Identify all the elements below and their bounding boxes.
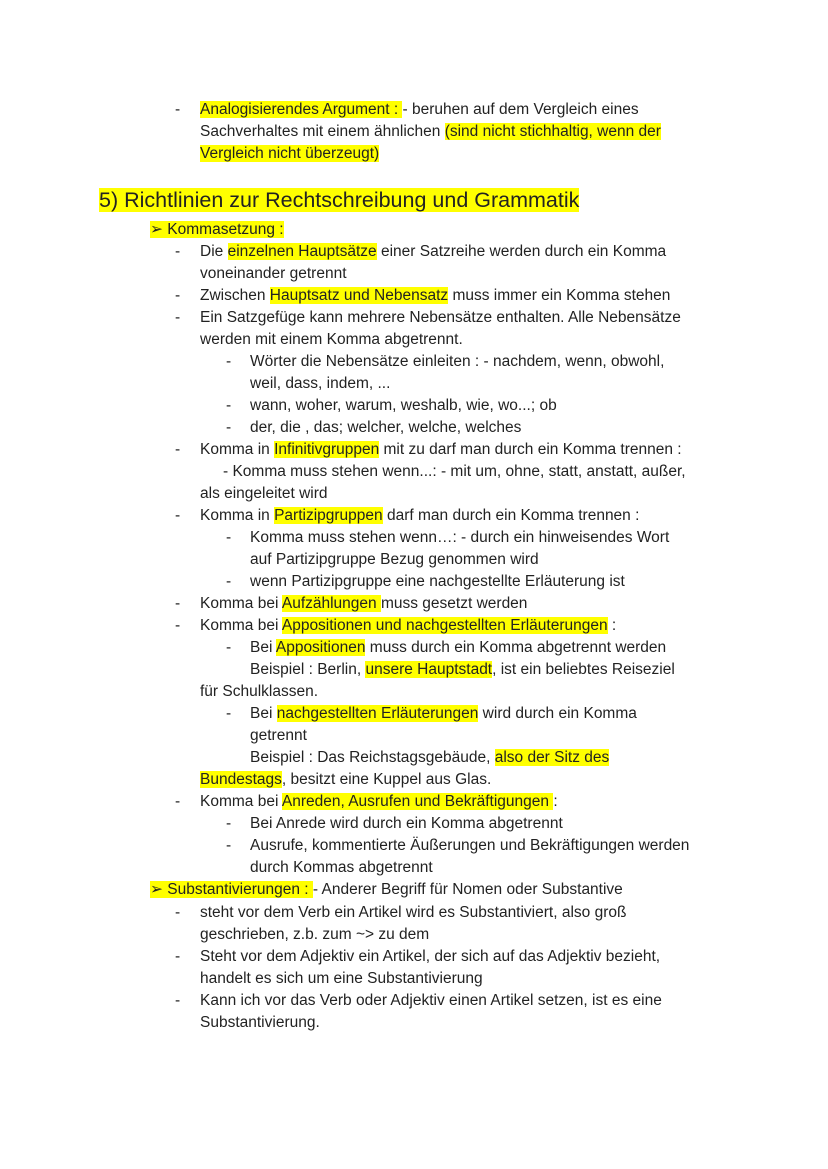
text-segment: Komma bei bbox=[200, 617, 282, 634]
text-segment: Beispiel : Berlin, bbox=[250, 661, 366, 678]
text-segment: darf man durch ein Komma trennen : bbox=[382, 507, 640, 524]
text-line: geschrieben, z.b. zum ~> zu dem bbox=[200, 926, 430, 943]
bullet-dash: - bbox=[175, 595, 181, 612]
text-line bbox=[200, 99, 639, 121]
highlighted-term: also der Sitz des bbox=[494, 749, 610, 766]
text-segment: muss durch ein Komma abgetrennt werden bbox=[365, 639, 667, 656]
highlighted-term: nachgestellten Erläuterungen bbox=[276, 705, 479, 722]
bullet-dash: - bbox=[226, 529, 232, 546]
text-line: - Komma muss stehen wenn...: - mit um, ohne, statt, anstatt, außer, bbox=[223, 463, 686, 480]
text-segment: Komma in bbox=[200, 441, 275, 458]
highlighted-term: Aufzählungen bbox=[281, 595, 381, 612]
bullet-dash: - bbox=[175, 287, 181, 304]
bullet-dash: - bbox=[226, 815, 232, 832]
text-line bbox=[200, 285, 670, 307]
text-line: Kann ich vor das Verb oder Adjektiv einen Artikel setzen, ist es eine bbox=[200, 992, 662, 1009]
text-segment: : bbox=[607, 617, 617, 634]
text-line bbox=[250, 637, 666, 659]
text-line bbox=[200, 241, 666, 263]
bullet-dash: - bbox=[175, 793, 181, 810]
text-segment: muss immer ein Komma stehen bbox=[448, 287, 671, 304]
highlighted-term: ➢ Substantivierungen : bbox=[150, 881, 313, 898]
text-segment: Komma bei bbox=[200, 793, 282, 810]
text-line: werden mit einem Komma abgetrennt. bbox=[200, 331, 463, 348]
text-line: Komma muss stehen wenn…: - durch ein hinweisendes Wort bbox=[250, 529, 670, 546]
subsection-title-substantivierungen bbox=[150, 879, 623, 901]
bullet-dash: - bbox=[175, 507, 181, 524]
text-line: handelt es sich um eine Substantivierung bbox=[200, 970, 483, 987]
text-line bbox=[250, 747, 609, 769]
highlighted-term: Vergleich nicht überzeugt) bbox=[200, 145, 380, 162]
text-line: Substantivierung. bbox=[200, 1014, 320, 1031]
text-segment: Bei bbox=[250, 639, 276, 656]
text-line: der, die , das; welcher, welche, welches bbox=[250, 419, 522, 436]
text-line bbox=[200, 769, 491, 791]
text-segment: einer Satzreihe werden durch ein Komma bbox=[376, 243, 667, 260]
text-line: als eingeleitet wird bbox=[200, 485, 328, 502]
text-line: Wörter die Nebensätze einleiten : - nachdem, wenn, obwohl, bbox=[250, 353, 665, 370]
highlighted-term: unsere Hauptstadt bbox=[365, 661, 493, 678]
text-segment: Komma in bbox=[200, 507, 275, 524]
text-line: durch Kommas abgetrennt bbox=[250, 859, 433, 876]
text-segment: Bei bbox=[250, 705, 277, 722]
highlighted-term: (sind nicht stichhaltig, wenn der bbox=[444, 123, 661, 140]
text-line bbox=[250, 659, 675, 681]
highlighted-term: Appositionen und nachgestellten Erläuterungen bbox=[281, 617, 608, 634]
text-line: Steht vor dem Adjektiv ein Artikel, der sich auf das Adjektiv bezieht, bbox=[200, 948, 661, 965]
bullet-dash: - bbox=[175, 309, 181, 326]
text-segment: Komma bei bbox=[200, 595, 282, 612]
text-line: getrennt bbox=[250, 727, 307, 744]
bullet-dash: - bbox=[175, 617, 181, 634]
text-segment: - Anderer Begriff für Nomen oder Substantive bbox=[312, 881, 623, 898]
text-line bbox=[200, 121, 661, 143]
highlighted-term: Appositionen bbox=[275, 639, 366, 656]
bullet-dash: - bbox=[175, 904, 181, 921]
text-segment: : bbox=[553, 793, 558, 810]
text-line: Ausrufe, kommentierte Äußerungen und Bekräftigungen werden bbox=[250, 837, 690, 854]
text-line bbox=[200, 615, 616, 637]
bullet-dash: - bbox=[226, 639, 232, 656]
text-line: auf Partizipgruppe Bezug genommen wird bbox=[250, 551, 539, 568]
highlighted-term: Anreden, Ausrufen und Bekräftigungen bbox=[281, 793, 554, 810]
heading-text: 5) Richtlinien zur Rechtschreibung und Grammatik bbox=[99, 188, 580, 212]
highlighted-term: Infinitivgruppen bbox=[274, 441, 380, 458]
text-line: voneinander getrennt bbox=[200, 265, 347, 282]
text-line bbox=[250, 703, 637, 725]
text-segment: Zwischen bbox=[200, 287, 270, 304]
text-segment: , ist ein beliebtes Reiseziel bbox=[492, 661, 675, 678]
bullet-dash: - bbox=[175, 243, 181, 260]
text-segment: , besitzt eine Kuppel aus Glas. bbox=[281, 771, 492, 788]
text-line: steht vor dem Verb ein Artikel wird es Substantiviert, also groß bbox=[200, 904, 627, 921]
bullet-dash: - bbox=[226, 573, 232, 590]
bullet-dash: - bbox=[175, 101, 181, 118]
text-segment: wird durch ein Komma bbox=[478, 705, 637, 722]
highlighted-term: einzelnen Hauptsätze bbox=[227, 243, 377, 260]
text-line bbox=[200, 439, 682, 461]
bullet-dash: - bbox=[175, 441, 181, 458]
text-line bbox=[200, 505, 639, 527]
bullet-dash: - bbox=[175, 948, 181, 965]
text-line: Bei Anrede wird durch ein Komma abgetrennt bbox=[250, 815, 563, 832]
text-line bbox=[200, 143, 379, 165]
highlighted-term: Hauptsatz und Nebensatz bbox=[269, 287, 449, 304]
text-line bbox=[200, 791, 558, 813]
text-segment: Die bbox=[200, 243, 228, 260]
highlighted-term: Bundestags bbox=[200, 771, 282, 788]
text-line: wenn Partizipgruppe eine nachgestellte Erläuterung ist bbox=[250, 573, 625, 590]
bullet-dash: - bbox=[226, 419, 232, 436]
text-segment: muss gesetzt werden bbox=[380, 595, 528, 612]
text-segment: mit zu darf man durch ein Komma trennen : bbox=[379, 441, 682, 458]
text-segment: Beispiel : Das Reichstagsgebäude, bbox=[250, 749, 495, 766]
highlighted-term: Analogisierendes Argument : bbox=[200, 101, 403, 118]
text-segment: - beruhen auf dem Vergleich eines bbox=[402, 101, 639, 118]
bullet-dash: - bbox=[175, 992, 181, 1009]
section-heading bbox=[99, 186, 579, 214]
highlighted-term: ➢ Kommasetzung : bbox=[150, 221, 284, 238]
bullet-dash: - bbox=[226, 353, 232, 370]
text-line: weil, dass, indem, ... bbox=[250, 375, 391, 392]
highlighted-term: Partizipgruppen bbox=[274, 507, 383, 524]
text-line: wann, woher, warum, weshalb, wie, wo...; ob bbox=[250, 397, 557, 414]
bullet-dash: - bbox=[226, 705, 232, 722]
text-line: Ein Satzgefüge kann mehrere Nebensätze enthalten. Alle Nebensätze bbox=[200, 309, 681, 326]
bullet-dash: - bbox=[226, 837, 232, 854]
text-line: für Schulklassen. bbox=[200, 683, 319, 700]
text-segment: Sachverhaltes mit einem ähnlichen bbox=[200, 123, 445, 140]
subsection-title-kommasetzung bbox=[150, 219, 284, 241]
text-line bbox=[200, 593, 527, 615]
bullet-dash: - bbox=[226, 397, 232, 414]
